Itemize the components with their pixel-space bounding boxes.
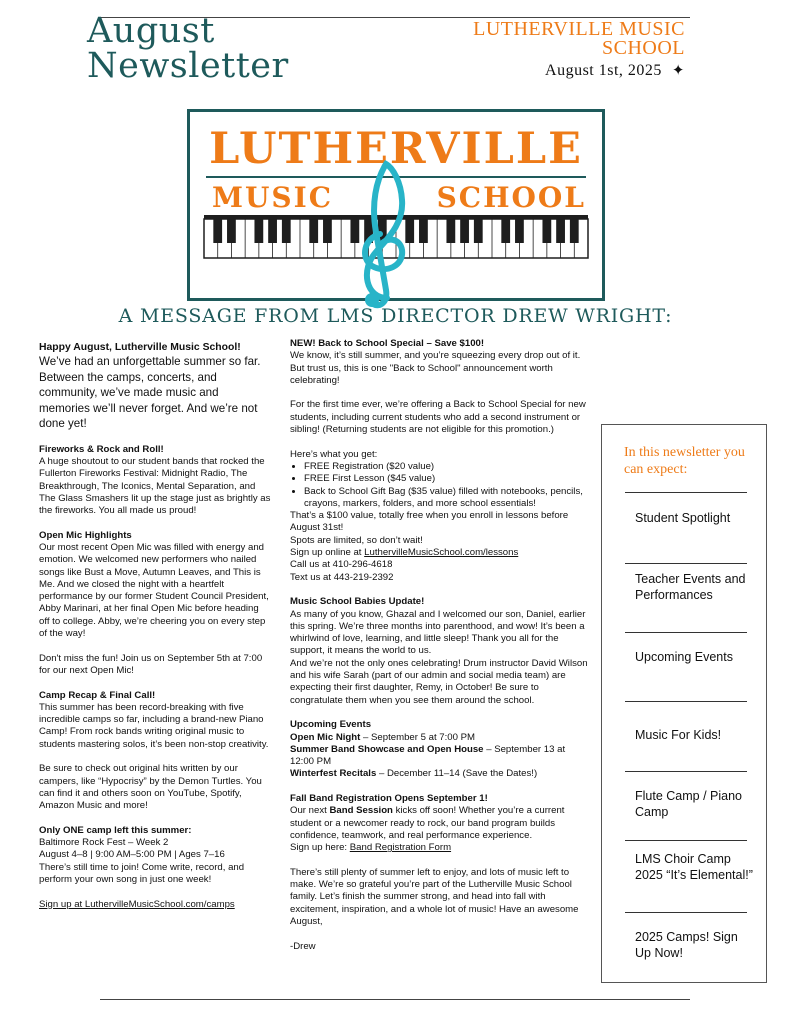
back-to-school-heading: NEW! Back to School Special – Save $100! xyxy=(290,338,485,349)
logo-word-lutherville: LUTHERVILLE xyxy=(209,124,583,174)
black-key xyxy=(254,219,263,243)
middle-column xyxy=(290,338,590,953)
last-camp-dates: August 4–8 | 9:00 AM–5:00 PM | Ages 7–16 xyxy=(39,849,225,861)
lessons-signup-link[interactable]: LuthervilleMusicSchool.com/lessons xyxy=(364,547,519,559)
contents-title: In this newsletter you can expect: xyxy=(624,445,745,477)
camp-recap-heading: Camp Recap & Final Call! xyxy=(39,689,156,701)
black-key xyxy=(309,219,318,243)
black-key xyxy=(227,219,236,243)
issue-date-text: August 1st, 2025 xyxy=(545,62,662,79)
open-mic-heading: Open Mic Highlights xyxy=(39,529,132,541)
black-key xyxy=(515,219,524,243)
title-line-2: Newsletter xyxy=(87,46,289,86)
title-line-1: August xyxy=(87,11,215,51)
back-to-school-paragraph: We know, it’s still summer, and you’re squeezing every drop out of it. But trust us, this is one "Back to School" announcement worth celebrating! xyxy=(290,350,581,386)
intro-paragraph: We’ve had an unforgettable summer so far. Between the camps, concerts, and community, we’ve made music and memories we’ll never forget. And we’re not done yet! xyxy=(39,355,261,430)
event-name: Winterfest Recitals xyxy=(290,768,377,780)
band-prefix: Our next xyxy=(290,805,330,817)
contents-divider xyxy=(625,632,747,633)
signup-online-prefix: Sign up online at xyxy=(290,547,365,559)
band-signup-prefix: Sign up here: xyxy=(290,842,350,854)
closing-paragraph: There’s still plenty of summer left to enjoy, and lots of music left to make. We’re so grateful you’re part of the Lutherville Music School family. Let’s finish the summer strong, and head into fall with excitement, inspiration, and a whole lot of music! Have an awesome August, xyxy=(290,866,579,927)
contents-item[interactable]: Teacher Events and Performances xyxy=(635,572,746,602)
text-line: Text us at 443-219-2392 xyxy=(290,571,394,583)
black-key xyxy=(501,219,510,243)
fireworks-heading: Fireworks & Rock and Roll! xyxy=(39,443,164,455)
event-detail: – September 13 at 12:00 PM xyxy=(290,743,566,768)
contents-divider xyxy=(625,840,747,841)
contents-divider xyxy=(625,492,747,493)
black-key xyxy=(282,219,291,243)
benefit-item: • Back to School Gift Bag ($35 value) filled with notebooks, pencils, crayons, markers, folders, and more school essentials! xyxy=(304,486,590,511)
call-line: Call us at 410-296-4618 xyxy=(290,559,393,571)
camp-recap-paragraph: This summer has been record-breaking with five incredible camps so far, including a brand-new Piano Camp! From rock bands writing original music to students mastering solos, it’s been non-stop creativity. xyxy=(39,701,269,750)
intro-heading: Happy August, Lutherville Music School! xyxy=(39,342,241,353)
issue-date xyxy=(435,61,685,80)
school-name xyxy=(425,20,685,58)
black-key xyxy=(350,219,359,243)
event-item xyxy=(290,744,590,769)
black-key xyxy=(460,219,469,243)
band-registration-heading: Fall Band Registration Opens September 1! xyxy=(290,792,488,804)
event-item xyxy=(290,732,590,744)
sparkle-icon: ✦ xyxy=(671,63,685,79)
open-mic-paragraph: Our most recent Open Mic was filled with energy and emotion. We welcomed new performers who nailed songs like Bust a Move, Autumn Leaves, and This is Me. And we closed the night with a heartfelt performance by our former Student Council President, Abby Marinari, at her final Open Mic before heading off to college. Abby, we’re cheering you on every step of the way! xyxy=(39,542,269,640)
event-detail: – December 11–14 (Save the Dates!) xyxy=(376,768,538,780)
last-camp-name: Baltimore Rock Fest – Week 2 xyxy=(39,837,169,849)
contents-item[interactable]: Flute Camp / Piano Camp xyxy=(635,789,742,819)
band-paragraph xyxy=(290,805,590,842)
black-key xyxy=(474,219,483,243)
benefits-list xyxy=(304,461,590,510)
band-signup-line xyxy=(290,842,590,854)
director-message-heading: A MESSAGE FROM LMS DIRECTOR DREW WRIGHT: xyxy=(118,305,673,327)
camps-signup-link[interactable]: Sign up at LuthervilleMusicSchool.com/camps xyxy=(39,898,235,910)
last-camp-paragraph: There’s still time to join! Come write, record, and perform your own song in just one week! xyxy=(39,861,245,886)
signoff: -Drew xyxy=(290,940,316,952)
open-mic-next-paragraph: Don't miss the fun! Join us on September 5th at 7:00 for our next Open Mic! xyxy=(39,652,263,676)
contents-item[interactable]: Upcoming Events xyxy=(635,650,733,664)
event-item xyxy=(290,768,590,780)
upcoming-events-heading: Upcoming Events xyxy=(290,719,372,731)
contents-item[interactable]: 2025 Camps! Sign Up Now! xyxy=(635,930,738,960)
school-logo xyxy=(187,109,605,301)
school-name-line-1: LUTHERVILLE MUSIC xyxy=(473,18,685,40)
black-key xyxy=(323,219,332,243)
keyboard-top-bar xyxy=(204,215,588,219)
contents-divider xyxy=(625,912,747,913)
babies-paragraph-2: And we’re not the only ones celebrating! Drum instructor David Wilson and his wife Sarah (part of our admin and social media team) are expecting their first daughter, Remy, in October! Be sure to congratulate them when you see them around the school. xyxy=(290,657,588,706)
left-column xyxy=(39,342,271,911)
benefit-item: • FREE First Lesson ($45 value) xyxy=(304,473,590,485)
babies-heading: Music School Babies Update! xyxy=(290,596,425,608)
contents-item[interactable]: Music For Kids! xyxy=(635,728,722,742)
signup-online-line xyxy=(290,547,590,559)
what-you-get-intro: Here’s what you get: xyxy=(290,448,378,460)
black-key xyxy=(542,219,551,243)
black-key xyxy=(446,219,455,243)
contents-item[interactable]: LMS Choir Camp 2025 “It’s Elemental!” xyxy=(635,852,753,882)
band-registration-link[interactable]: Band Registration Form xyxy=(349,842,452,854)
babies-paragraph: As many of you know, Ghazal and I welcomed our son, Daniel, earlier this spring. We’re three months into parenthood, and wow! It’s been a whirlwind of love, learning, and little sleep! Thank you all for the support, it means the world to us. xyxy=(290,608,586,657)
contents-item[interactable]: Student Spotlight xyxy=(635,511,731,525)
camp-hits-paragraph: Be sure to check out original hits written by our campers, like “Hypocrisy” by the Demon Turtles. You can find it and others soon on YouTube, Spotify, Amazon Music and more! xyxy=(39,763,262,812)
back-to-school-details: For the first time ever, we’re offering a Back to School Special for new students, including current students who add a second instrument or sibling! (Returning students are not eligible for this promotion.) xyxy=(290,399,586,436)
event-detail: – September 5 at 7:00 PM xyxy=(360,731,476,743)
black-key xyxy=(419,219,428,243)
black-key xyxy=(213,219,222,243)
event-name: Open Mic Night xyxy=(290,731,361,743)
fireworks-paragraph: A huge shoutout to our student bands that rocked the Fullerton Fireworks Festival: Midnight Radio, The Breakthrough, The Iconics, Mental Separation, and The Glass Smashers lit up the stage just as brightly as the fireworks. You all made us proud! xyxy=(39,455,271,517)
black-key xyxy=(405,219,414,243)
contents-divider xyxy=(625,701,747,702)
last-camp-heading: Only ONE camp left this summer: xyxy=(39,824,192,836)
school-name-line-2: SCHOOL xyxy=(601,37,685,59)
newsletter-title xyxy=(87,11,289,86)
black-key xyxy=(268,219,277,243)
value-line: That’s a $100 value, totally free when you enroll in lessons before August 31st! xyxy=(290,510,569,534)
spots-limited-line: Spots are limited, so don’t wait! xyxy=(290,534,423,546)
newsletter-contents-box xyxy=(601,424,767,983)
contents-divider xyxy=(625,771,747,772)
benefit-item: • FREE Registration ($20 value) xyxy=(304,461,590,473)
band-session-label: Band Session xyxy=(329,805,393,817)
black-key xyxy=(570,219,579,243)
bottom-rule xyxy=(100,999,690,1000)
event-name: Summer Band Showcase and Open House xyxy=(290,743,484,755)
contents-divider xyxy=(625,563,747,564)
logo-word-school: SCHOOL xyxy=(436,181,586,214)
black-key xyxy=(556,219,565,243)
band-body: kicks off soon! Whether you’re a current student or a newcomer ready to rock, our band program builds confidence, teamwork, and real performance experience. xyxy=(290,805,565,841)
logo-word-music: MUSIC xyxy=(212,181,334,214)
